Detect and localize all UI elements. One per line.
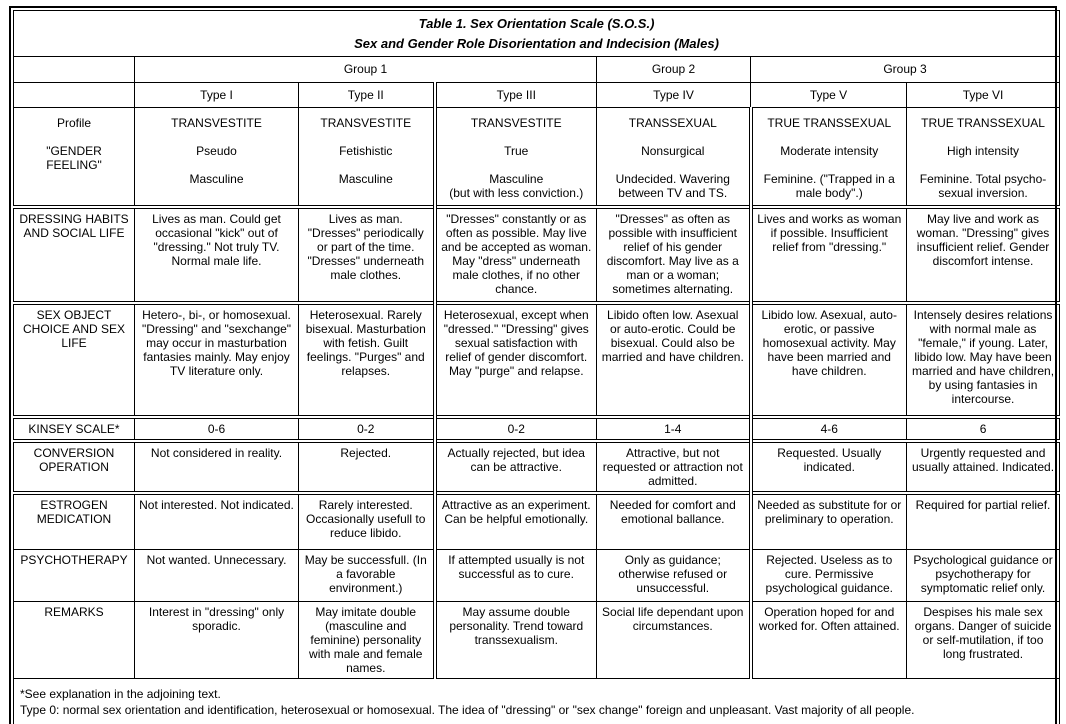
profile-cell-type1 [135,108,299,207]
remarks-cell-type1: Interest in "dressing" only sporadic. [135,602,299,679]
conversion-row-label: CONVERSION OPERATION [14,441,135,493]
conversion-cell-type1: Not considered in reality. [135,441,299,493]
profile-role: TRUE TRANSSEXUAL [767,116,892,130]
profile-feeling: Masculine [338,172,393,187]
profile-feeling: Masculine [489,172,544,187]
remarks-cell-type4: Social life dependant upon circumstances. [597,602,751,679]
profile-label-line2: "GENDER FEELING" [46,144,102,173]
profile-feeling-note: (but with less conviction.) [449,186,584,201]
dressing-cell-type3: "Dresses" constantly or as often as possible. May live and be accepted as woman. May "dress" underneath male clothes, if no other chance. [435,207,597,303]
psychotherapy-cell-type2: May be successfull. (In a favorable environment.) [299,550,435,602]
psychotherapy-cell-type5: Rejected. Useless as to cure. Permissive psychological guidance. [751,550,907,602]
footnote-line1: *See explanation in the adjoining text. [20,686,221,701]
kinsey-cell-type1: 0-6 [135,417,299,441]
psychotherapy-cell-type4: Only as guidance; otherwise refused or unsuccessful. [597,550,751,602]
table-title-line1: Table 1. Sex Orientation Scale (S.O.S.) [418,16,655,31]
estrogen-cell-type4: Needed for comfort and emotional ballance. [597,493,751,550]
estrogen-medication-row [14,493,1060,550]
kinsey-row-label: KINSEY SCALE* [14,417,135,441]
conversion-operation-row [14,441,1060,493]
profile-feeling: Masculine [189,172,244,187]
kinsey-scale-row [14,417,1060,441]
type-4-header: Type IV [597,83,751,108]
sos-table [13,10,1060,724]
profile-subtype: Nonsurgical [641,144,705,159]
type-2-header: Type II [299,83,435,108]
group-2-header: Group 2 [597,57,751,83]
dressing-habits-row [14,207,1060,303]
type-5-header: Type V [751,83,907,108]
profile-label-line1: Profile [56,116,91,130]
sex-object-cell-type2: Heterosexual. Rarely bisexual. Masturbation with fetish. Guilt feelings. "Purges" and relapses. [299,303,435,417]
profile-role: TRANSVESTITE [171,116,262,130]
profile-row-label [14,108,135,207]
psychotherapy-cell-type3: If attempted usually is not successful as to cure. [435,550,597,602]
kinsey-cell-type2: 0-2 [299,417,435,441]
footnote-row [14,679,1060,724]
remarks-cell-type5: Operation hoped for and worked for. Often attained. [751,602,907,679]
profile-subtype: True [504,144,529,159]
profile-subtype: Pseudo [196,144,237,159]
profile-role: TRUE TRANSSEXUAL [921,116,1045,130]
sex-object-row [14,303,1060,417]
estrogen-cell-type5: Needed as substitute for or preliminary to operation. [751,493,907,550]
conversion-cell-type5: Requested. Usually indicated. [751,441,907,493]
type-header-row [14,83,1060,108]
sex-object-cell-type6: Intensely desires relations with normal male as "female," if young. Later, libido low. May have been married and have children, by using fantasies in intercourse. [907,303,1060,417]
table-title [14,11,1060,57]
profile-cell-type5 [751,108,907,207]
estrogen-cell-type3: Attractive as an experiment. Can be helpful emotionally. [435,493,597,550]
corner-cell [14,83,135,108]
profile-row [14,108,1060,207]
estrogen-cell-type6: Required for partial relief. [907,493,1060,550]
conversion-cell-type3: Actually rejected, but idea can be attractive. [435,441,597,493]
profile-feeling: Undecided. Wavering between TV and TS. [615,172,730,201]
remarks-row-label: REMARKS [14,602,135,679]
profile-cell-type2 [299,108,435,207]
psychotherapy-row [14,550,1060,602]
kinsey-cell-type4: 1-4 [597,417,751,441]
profile-cell-type3 [435,108,597,207]
dressing-row-label: DRESSING HABITS AND SOCIAL LIFE [14,207,135,303]
table-title-line2: Sex and Gender Role Disorientation and Indecision (Males) [354,35,719,51]
estrogen-cell-type1: Not interested. Not indicated. [135,493,299,550]
dressing-cell-type1: Lives as man. Could get occasional "kick" out of "dressing." Not truly TV. Normal male life. [135,207,299,303]
dressing-cell-type2: Lives as man. "Dresses" periodically or part of the time. "Dresses" underneath male clothes. [299,207,435,303]
table-outer-frame [9,6,1057,724]
footnote-line2: Type 0: normal sex orientation and identification, heterosexual or homosexual. The idea of "dressing" or "sex change" foreign and unpleasant. Vast majority of all people. [20,702,915,717]
kinsey-cell-type6: 6 [907,417,1060,441]
sex-object-cell-type4: Libido often low. Asexual or auto-erotic. Could be bisexual. Could also be married and have children. [597,303,751,417]
group-1-header: Group 1 [135,57,597,83]
footnote [14,679,1060,724]
profile-subtype: Fetishistic [339,144,393,159]
corner-cell [14,57,135,83]
dressing-cell-type4: "Dresses" as often as possible with insufficient relief of his gender discomfort. May live as a man or a woman; sometimes alternating. [597,207,751,303]
psychotherapy-row-label: PSYCHOTHERAPY [14,550,135,602]
profile-feeling: Feminine. Total psycho-sexual inversion. [919,172,1047,201]
psychotherapy-cell-type6: Psychological guidance or psychotherapy for symptomatic relief only. [907,550,1060,602]
profile-feeling: Feminine. ("Trapped in a male body".) [763,172,895,201]
conversion-cell-type6: Urgently requested and usually attained. Indicated. [907,441,1060,493]
profile-cell-type4 [597,108,751,207]
remarks-cell-type3: May assume double personality. Trend toward transsexualism. [435,602,597,679]
profile-role: TRANSVESTITE [320,116,412,130]
sex-object-cell-type1: Hetero-, bi-, or homosexual. "Dressing" and "sexchange" may occur in masturbation fantasies mainly. May enjoy TV literature only. [135,303,299,417]
sex-object-cell-type3: Heterosexual, except when "dressed." "Dressing" gives sexual satisfaction with relief of gender discomfort. May "purge" and relapse. [435,303,597,417]
type-1-header: Type I [135,83,299,108]
remarks-row [14,602,1060,679]
title-row [14,11,1060,57]
profile-subtype: High intensity [947,144,1020,159]
type-6-header: Type VI [907,83,1060,108]
profile-subtype: Moderate intensity [780,144,879,159]
psychotherapy-cell-type1: Not wanted. Unnecessary. [135,550,299,602]
sex-object-row-label: SEX OBJECT CHOICE AND SEX LIFE [14,303,135,417]
remarks-cell-type6: Despises his male sex organs. Danger of suicide or self-mutilation, if too long frustrated. [907,602,1060,679]
estrogen-cell-type2: Rarely interested. Occasionally usefull to reduce libido. [299,493,435,550]
profile-role: TRANSVESTITE [470,116,562,130]
profile-role: TRANSSEXUAL [628,116,717,130]
remarks-cell-type2: May imitate double (masculine and feminine) personality with male and female names. [299,602,435,679]
conversion-cell-type4: Attractive, but not requested or attraction not admitted. [597,441,751,493]
dressing-cell-type5: Lives and works as woman if possible. Insufficient relief from "dressing." [751,207,907,303]
group-header-row [14,57,1060,83]
dressing-cell-type6: May live and work as woman. "Dressing" gives insufficient relief. Gender discomfort intense. [907,207,1060,303]
kinsey-cell-type3: 0-2 [435,417,597,441]
estrogen-row-label: ESTROGEN MEDICATION [14,493,135,550]
profile-cell-type6 [907,108,1060,207]
conversion-cell-type2: Rejected. [299,441,435,493]
type-3-header: Type III [435,83,597,108]
sex-object-cell-type5: Libido low. Asexual, auto-erotic, or passive homosexual activity. May have been married and have children. [751,303,907,417]
group-3-header: Group 3 [751,57,1060,83]
kinsey-cell-type5: 4-6 [751,417,907,441]
